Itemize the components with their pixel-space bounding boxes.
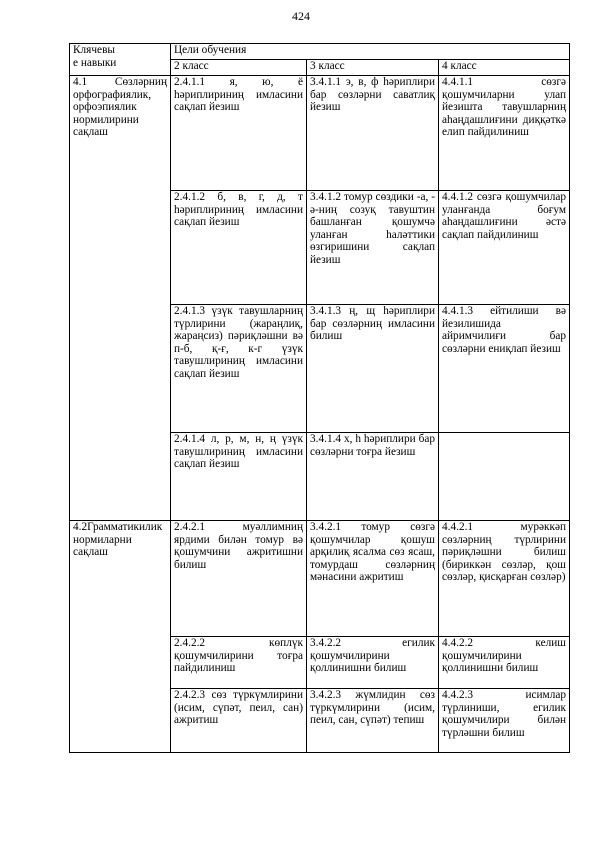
goal-cell-grade2: 2.4.1.2 б, в, г, д, т һәриплириниң имласини сақлап йезиш [171, 191, 307, 305]
goal-cell-grade3: 3.4.1.3 ң, щ һәриплири бар сөзләрниң имласини билиш [307, 305, 439, 433]
goal-cell-grade2: 2.4.1.3 үзүк тавушларниң түрлирини (жараңлиқ, жараңсиз) пәриқләшни вә п-б, қ-ғ, к-г үзүк тавушлириниң имласини сақлап йезиш [171, 305, 307, 433]
header-grade-3: 3 класс [307, 60, 439, 76]
header-skills-label: Клячевы е навыки [73, 44, 117, 69]
goal-cell-grade2: 2.4.1.4 л, р, м, н, ң үзүк тавушлириниң имласини сақлап йезиш [171, 433, 307, 521]
goal-cell-grade4: 4.4.1.3 ейтилиши вә йезилишида айримчилиғи бар сөзләрни ениқлап йезиш [439, 305, 570, 433]
goal-cell-grade3: 3.4.1.1 э, в, ф һәриплири бар сөзләрни саватлиқ йезиш [307, 76, 439, 191]
curriculum-table [69, 43, 570, 753]
header-goals: Цели обучения [171, 44, 570, 60]
table-row [70, 76, 570, 191]
header-grade-2: 2 класс [171, 60, 307, 76]
goal-cell-grade2: 2.4.1.1 я, ю, ё һәриплириниң имласини сақлап йезиш [171, 76, 307, 191]
table-row [70, 521, 570, 637]
goal-cell-grade3: 3.4.2.3 жүмлидин сөз түркүмлирини (исим, пеил, сан, сүпәт) тепиш [307, 689, 439, 753]
goal-cell-grade2: 2.4.2.3 сөз түркүмлирини (исим, сүпәт, пеил, сан) ажритиш [171, 689, 307, 753]
goal-cell-grade4 [439, 433, 570, 521]
goal-cell-grade3: 3.4.1.2 томур сөздики -а, - ә-ниң созуқ тавуштин башланған қошумчә уланған һаләттики өзгиришини сақлап йезиш [307, 191, 439, 305]
header-grade-4: 4 класс [439, 60, 570, 76]
skill-cell: 4.2Грамматикилик нормиларни сақлаш [70, 521, 171, 753]
goal-cell-grade4: 4.4.1.1 сөзгә қошумчиларни улап йезишта тавушларниң аһаңдашлиғини диққәткә елип пайдилиниш [439, 76, 570, 191]
table-header-row [70, 44, 570, 60]
header-skills [70, 44, 171, 76]
goal-cell-grade2: 2.4.2.1 муәллимниң ярдими билән томур вә қошумчини ажритишни билиш [171, 521, 307, 637]
goal-cell-grade4: 4.4.1.2 сөзгә қошумчилар уланғанда боғум аһаңдашлиғини әстә сақлап пайдилиниш [439, 191, 570, 305]
goal-cell-grade3: 3.4.2.2 егилик қошумчилирини қоллинишни билиш [307, 637, 439, 689]
goal-cell-grade4: 4.4.2.3 исимлар түрлиниши, егилик қошумчилири билән түрләшни билиш [439, 689, 570, 753]
page-number: 424 [292, 9, 310, 23]
skill-cell: 4.1 Сөзләрниң орфографиялик, орфоэпиялик нормилирини сақлаш [70, 76, 171, 521]
goal-cell-grade4: 4.4.2.1 мурәккәп сөзләрниң түрлирини пәриқләшни билиш (бириккән сөзләр, қош сөзләр, қисқарған сөзләр) [439, 521, 570, 637]
goal-cell-grade4: 4.4.2.2 келиш қошумчилирини қоллинишни билиш [439, 637, 570, 689]
goal-cell-grade3: 3.4.2.1 томур сөзгә қошумчилар қошуш арқилиқ ясалма сөз ясаш, томурдаш сөзләрниң мәнасини ажритиш [307, 521, 439, 637]
goal-cell-grade2: 2.4.2.2 көплүк қошумчилирини тоғра пайдилиниш [171, 637, 307, 689]
goal-cell-grade3: 3.4.1.4 х, һ һәриплири бар сөзләрни тоғра йезиш [307, 433, 439, 521]
